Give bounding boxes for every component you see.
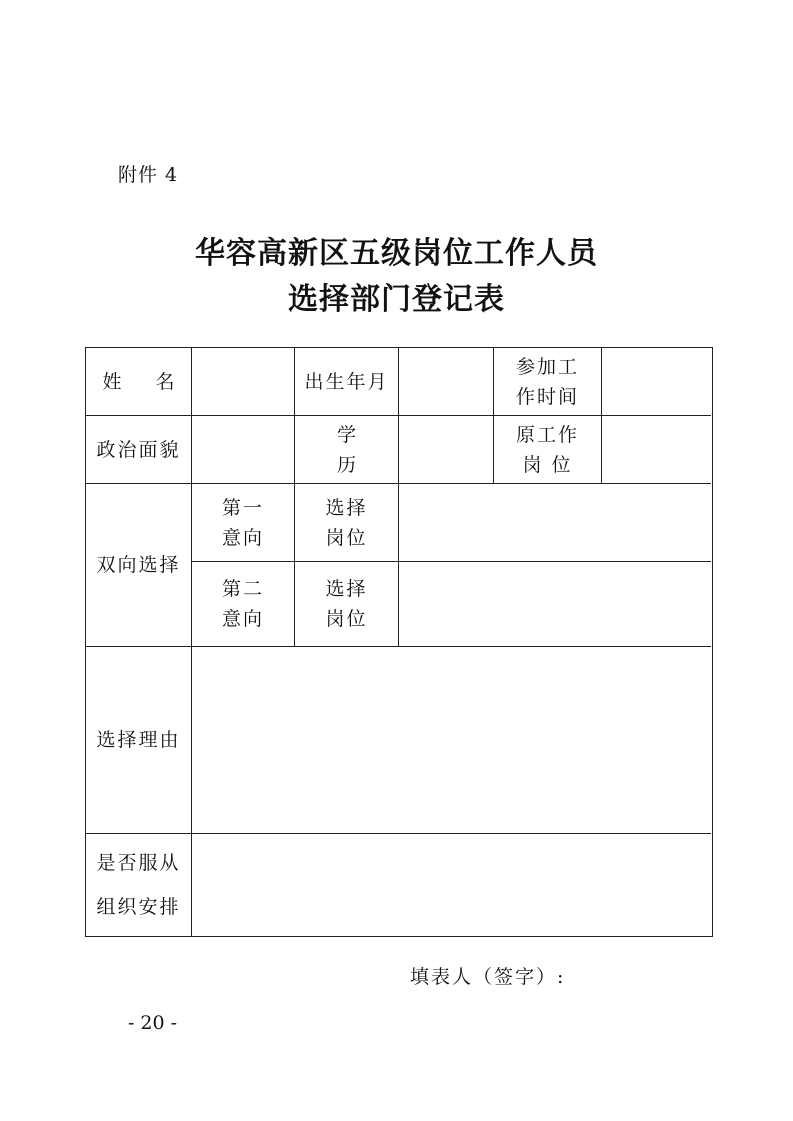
- attachment-label: 附件 4: [118, 164, 179, 186]
- name-field[interactable]: [192, 348, 294, 415]
- politics-label: 政治面貌: [96, 438, 181, 461]
- form-title-line2: 选择部门登记表: [288, 282, 505, 317]
- education-field[interactable]: [399, 416, 493, 483]
- first-intent-label: 第一 意向: [221, 496, 264, 549]
- name-label: 姓 名: [102, 370, 189, 393]
- two-way-selection-label: 双向选择: [96, 554, 181, 576]
- reason-field[interactable]: [192, 647, 711, 833]
- second-post-field[interactable]: [399, 562, 711, 646]
- education-label: 学 历: [336, 423, 378, 476]
- birth-label: 出生年月: [304, 370, 389, 393]
- select-post-label-first: 选择 岗位: [325, 496, 368, 549]
- birth-field[interactable]: [399, 348, 493, 415]
- form-title-line1: 华容高新区五级岗位工作人员: [195, 236, 598, 271]
- first-post-field[interactable]: [399, 484, 711, 561]
- page-number: - 20 -: [127, 1012, 178, 1034]
- work-start-label: 参加工 作时间: [515, 355, 579, 408]
- select-post-label-second: 选择 岗位: [325, 578, 368, 630]
- second-intent-label: 第二 意向: [221, 578, 264, 630]
- work-start-field[interactable]: [602, 348, 711, 415]
- registration-form-table: [85, 347, 713, 937]
- signer-signature-label: 填表人（签字）:: [410, 966, 566, 988]
- obey-arrangement-field[interactable]: [192, 834, 711, 936]
- politics-field[interactable]: [192, 416, 294, 483]
- original-job-label: 原工作 岗 位: [515, 423, 579, 476]
- reason-label: 选择理由: [96, 729, 181, 751]
- obey-arrangement-label: 是否服从 组织安排: [96, 852, 181, 918]
- original-job-field[interactable]: [602, 416, 711, 483]
